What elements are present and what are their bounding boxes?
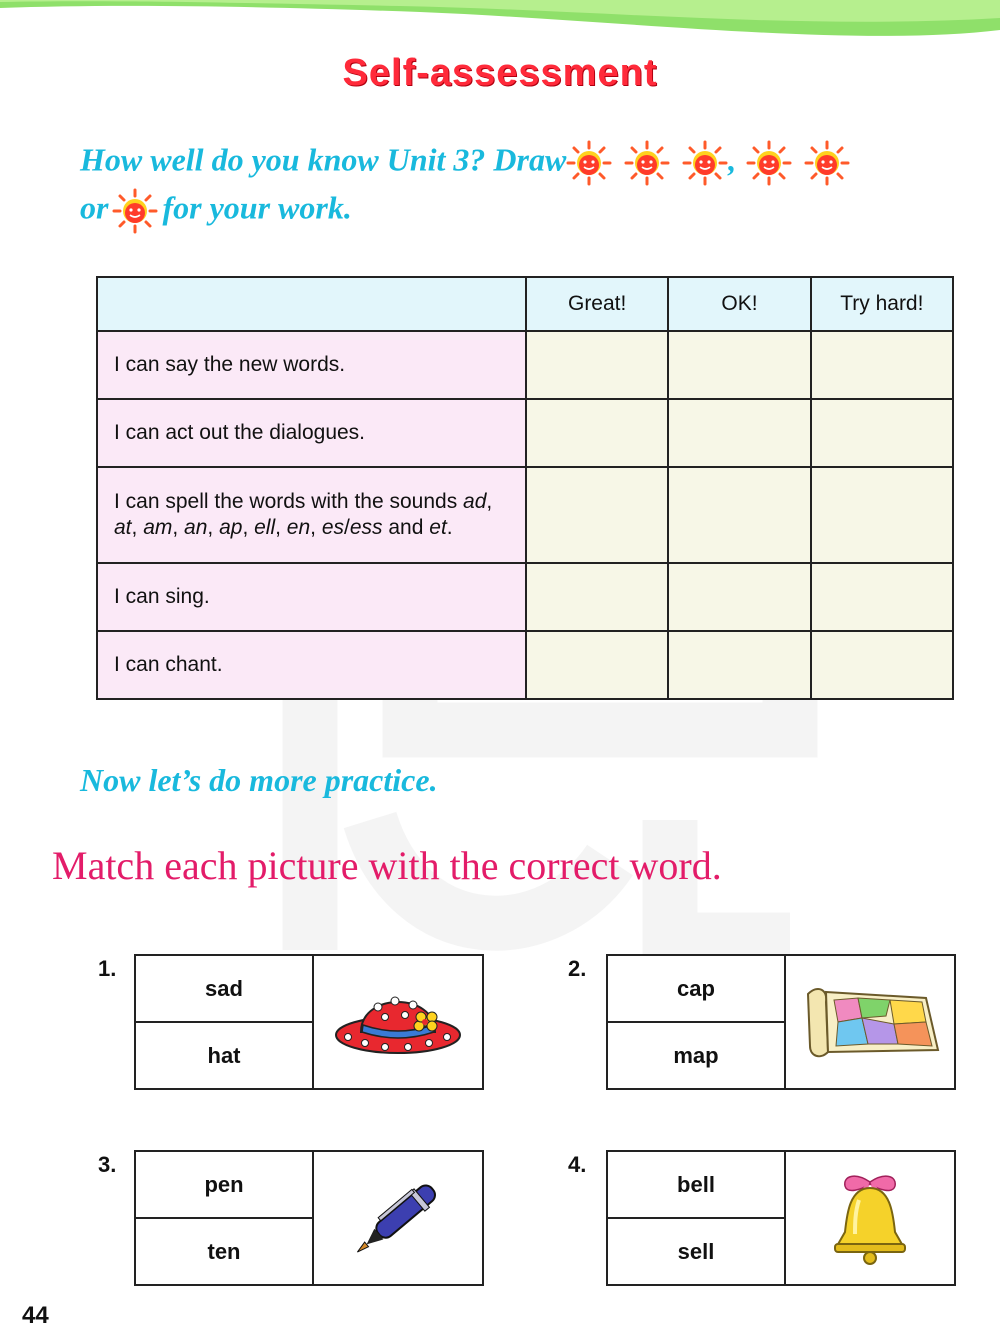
word-options: [136, 1152, 314, 1284]
statement-text: I can spell the words with the sounds: [114, 490, 464, 513]
rating-cell-ok[interactable]: [668, 631, 810, 699]
sound-am: am: [143, 516, 173, 539]
rating-cell-ok[interactable]: [668, 563, 810, 631]
rating-cell-ok[interactable]: [668, 467, 810, 563]
rating-cell-try-hard[interactable]: [811, 467, 953, 563]
table-row: [97, 563, 953, 631]
sound-en: en: [286, 516, 311, 539]
activity-heading: Match each picture with the correct word.: [52, 843, 722, 888]
table-row: [97, 631, 953, 699]
item-number: 1.: [98, 956, 117, 981]
rating-cell-great[interactable]: [526, 563, 668, 631]
sound-an: an: [184, 516, 208, 539]
bell-icon: [815, 1168, 925, 1268]
instruction-text: How well do you know Unit 3? Draw: [80, 141, 567, 178]
sun-face-icon: [566, 140, 612, 186]
word-option[interactable]: bell: [608, 1152, 784, 1219]
item-number: 2.: [568, 956, 587, 981]
instruction-rest: for your work.: [162, 189, 352, 226]
map-icon: [798, 982, 943, 1062]
item-number: 3.: [98, 1152, 117, 1177]
sun-face-icon: [746, 140, 792, 186]
table-header-great: Great!: [526, 277, 668, 331]
row-statement: I can say the new words.: [97, 331, 526, 399]
table-header-row: [97, 277, 953, 331]
pen-icon: [343, 1173, 453, 1263]
table-header-try-hard: Try hard!: [811, 277, 953, 331]
rating-cell-great[interactable]: [526, 631, 668, 699]
sun-face-icon: [682, 140, 728, 186]
separator: ,: [242, 516, 255, 539]
word-option[interactable]: sell: [677, 1238, 715, 1264]
rating-cell-great[interactable]: [526, 467, 668, 563]
match-item-1: [134, 954, 484, 1090]
rating-cell-try-hard[interactable]: [811, 331, 953, 399]
practice-prompt: Now let’s do more practice.: [80, 762, 438, 798]
word-option[interactable]: sad: [136, 956, 312, 1023]
match-item-2: [606, 954, 956, 1090]
picture-cell: [786, 956, 954, 1088]
sound-ad: ad: [463, 490, 487, 513]
rating-cell-try-hard[interactable]: [811, 631, 953, 699]
separator: ,: [310, 516, 322, 539]
sound-ell: ell: [254, 516, 276, 539]
top-decorative-band: [0, 0, 1000, 48]
picture-cell: [786, 1152, 954, 1284]
instruction-or: or: [80, 189, 109, 226]
word-options: [136, 956, 314, 1088]
rating-cell-try-hard[interactable]: [811, 399, 953, 467]
page-number: 44: [22, 1302, 49, 1329]
separator: ,: [207, 516, 220, 539]
sun-face-icon: [112, 188, 158, 234]
separator: ,: [275, 516, 287, 539]
sound-ap: ap: [219, 516, 243, 539]
picture-cell: [314, 1152, 482, 1284]
period: .: [446, 516, 453, 539]
table-row: [97, 331, 953, 399]
item-number: 4.: [568, 1152, 587, 1177]
table-row: [97, 399, 953, 467]
picture-cell: [314, 956, 482, 1088]
separator: ,: [172, 516, 185, 539]
table-row: [97, 467, 953, 563]
rating-cell-great[interactable]: [526, 331, 668, 399]
word-options: [608, 1152, 786, 1284]
rating-cell-ok[interactable]: [668, 399, 810, 467]
word-option[interactable]: cap: [608, 956, 784, 1023]
page-title: Self-assessment: [342, 52, 658, 94]
sound-ess: ess: [349, 516, 383, 539]
hat-icon: [333, 977, 463, 1067]
instruction-comma: ,: [728, 141, 737, 178]
conjunction: and: [382, 516, 430, 539]
sun-face-icon: [804, 140, 850, 186]
instruction-line-1: [80, 140, 850, 186]
table-header-ok: OK!: [668, 277, 810, 331]
word-option[interactable]: ten: [207, 1238, 241, 1264]
match-item-3: [134, 1150, 484, 1286]
rating-cell-try-hard[interactable]: [811, 563, 953, 631]
word-option[interactable]: map: [673, 1042, 719, 1068]
rating-cell-ok[interactable]: [668, 331, 810, 399]
separator: ,: [131, 516, 144, 539]
word-options: [608, 956, 786, 1088]
sound-et: et: [429, 516, 447, 539]
match-item-4: [606, 1150, 956, 1286]
sun-face-icon: [624, 140, 670, 186]
self-assessment-table: [96, 276, 954, 700]
separator: ,: [486, 490, 493, 513]
rating-cell-great[interactable]: [526, 399, 668, 467]
row-statement: I can chant.: [97, 631, 526, 699]
sound-at: at: [114, 516, 132, 539]
word-option[interactable]: pen: [136, 1152, 312, 1219]
table-header-blank: [97, 277, 526, 331]
row-statement: I can sing.: [97, 563, 526, 631]
slash: /: [344, 516, 350, 539]
row-statement: I can act out the dialogues.: [97, 399, 526, 467]
word-option[interactable]: hat: [207, 1042, 241, 1068]
row-statement: [97, 467, 526, 563]
sound-es: es: [321, 516, 345, 539]
instruction-line-2: [80, 188, 352, 234]
